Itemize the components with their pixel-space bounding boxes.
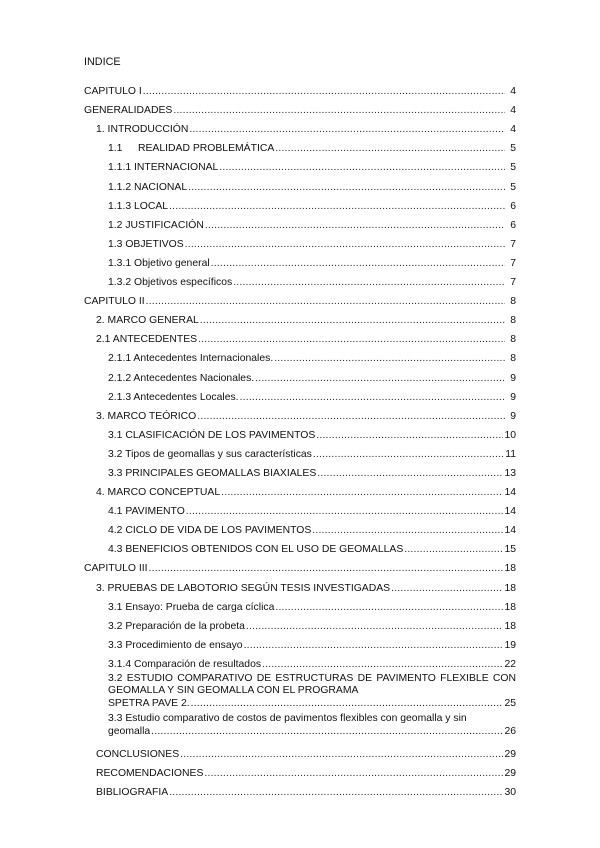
- dot-leader: [186, 506, 504, 517]
- toc-entry-page: 14: [504, 506, 516, 518]
- toc-entry[interactable]: [84, 760, 516, 779]
- toc-entry[interactable]: [84, 613, 516, 632]
- toc-entry[interactable]: [84, 779, 516, 798]
- toc-entry[interactable]: [84, 307, 516, 326]
- toc-entry-label: 3.3 Procedimiento de ensayo: [108, 639, 243, 651]
- toc-entry[interactable]: [84, 651, 516, 670]
- toc-main-list: [84, 78, 516, 670]
- dot-leader: [262, 659, 503, 670]
- toc-entry-label: 2. MARCO GENERAL: [96, 315, 199, 327]
- toc-entry-page: 18: [504, 601, 516, 613]
- toc-entry-page: 26: [504, 725, 516, 737]
- toc-entry-label-end: geomalla: [108, 725, 151, 737]
- toc-entry-label: 2.1.3 Antecedentes Locales.: [108, 391, 239, 403]
- dot-leader: [316, 430, 503, 441]
- toc-entry-page: 15: [504, 544, 516, 556]
- toc-entry[interactable]: [84, 78, 516, 97]
- toc-entry-page: 25: [504, 697, 516, 709]
- dot-leader: [244, 640, 504, 651]
- toc-entry-page: 8: [510, 296, 516, 308]
- toc-entry-label: 1. INTRODUCCIÓN: [96, 124, 189, 136]
- toc-entry-page: 7: [510, 277, 516, 289]
- toc-entry-page: 5: [510, 143, 516, 155]
- toc-entry-page: 6: [510, 200, 516, 212]
- toc-entry-page: 29: [504, 768, 516, 780]
- toc-entry-label: 3.1 Ensayo: Prueba de carga cíclica: [108, 601, 275, 613]
- toc-entry[interactable]: [84, 632, 516, 651]
- dot-leader: [233, 277, 505, 288]
- dot-leader: [312, 525, 503, 536]
- toc-entry[interactable]: [84, 231, 516, 250]
- toc-entry-label: 2.1.1 Antecedentes Internacionales.: [108, 353, 274, 365]
- toc-entry-page: 7: [510, 238, 516, 250]
- toc-entry-label: BIBLIOGRAFIA: [96, 787, 169, 799]
- toc-entry[interactable]: [84, 345, 516, 364]
- toc-entry-page: 10: [504, 429, 516, 441]
- toc-entry-label: 3.1 CLASIFICACIÓN DE LOS PAVIMENTOS: [108, 429, 316, 441]
- toc-entry[interactable]: [84, 741, 516, 760]
- toc-entry[interactable]: [84, 403, 516, 422]
- toc-entry-label: 4.2 CICLO DE VIDA DE LOS PAVIMENTOS: [108, 525, 312, 537]
- toc-entry-label: 4. MARCO CONCEPTUAL: [96, 487, 221, 499]
- toc-entry[interactable]: [84, 154, 516, 173]
- toc-entry-label: 3.3 PRINCIPALES GEOMALLAS BIAXIALES: [108, 467, 317, 479]
- toc-entry[interactable]: [84, 212, 516, 231]
- dot-leader: [211, 258, 505, 269]
- dot-leader: [169, 201, 505, 212]
- dot-leader: [197, 411, 505, 422]
- dot-leader: [198, 334, 505, 345]
- dot-leader: [255, 373, 505, 384]
- toc-entry[interactable]: [84, 384, 516, 403]
- toc-entry[interactable]: [84, 250, 516, 269]
- toc-entry-label: 1.3.2 Objetivos específicos: [108, 277, 233, 289]
- toc-entry-label: CAPITULO III: [84, 563, 148, 575]
- toc-entry[interactable]: [84, 479, 516, 498]
- toc-entry-page: 22: [504, 658, 516, 670]
- toc-entry-page: 4: [510, 105, 516, 117]
- toc-entry-label: 3.2 ESTUDIO COMPARATIVO DE ESTRUCTURAS DE PAVIMENTO FLEXIBLE CON GEOMALLA Y SIN GEOMALLA CON EL PROGRAMA: [108, 672, 516, 697]
- toc-entry[interactable]: [84, 517, 516, 536]
- dot-leader: [146, 296, 505, 307]
- toc-entry-page: 5: [510, 181, 516, 193]
- toc-entry-label: 2.1 ANTECEDENTES: [96, 334, 198, 346]
- toc-entry-page: 9: [510, 410, 516, 422]
- toc-entry-label: 3.1.4 Comparación de resultados: [108, 658, 262, 670]
- toc-entry-page: 5: [510, 162, 516, 174]
- dot-leader: [151, 726, 503, 738]
- toc-entry-page: 8: [510, 334, 516, 346]
- toc-entry-label: 2.1.2 Antecedentes Nacionales.: [108, 372, 255, 384]
- dot-leader: [189, 124, 505, 135]
- toc-entry-page: 6: [510, 219, 516, 231]
- toc-entry[interactable]: [84, 269, 516, 288]
- toc-entry[interactable]: [84, 460, 516, 479]
- toc-entry-label: 1.2 JUSTIFICACIÓN: [108, 219, 204, 231]
- dot-leader: [200, 315, 505, 326]
- toc-entry-page: 29: [504, 749, 516, 761]
- table-of-contents: [84, 78, 516, 798]
- dot-leader: [188, 182, 505, 193]
- toc-entry[interactable]: [84, 135, 516, 154]
- toc-entry-page: 7: [510, 257, 516, 269]
- toc-entry-page: 30: [504, 787, 516, 799]
- dot-leader: [275, 143, 505, 154]
- toc-entry-page: 14: [504, 487, 516, 499]
- dot-leader: [205, 220, 505, 231]
- toc-entry-label: 1.1.3 LOCAL: [108, 200, 169, 212]
- toc-entry-text: REALIDAD PROBLEMÁTICA: [138, 143, 275, 155]
- toc-entry-page: 13: [504, 467, 516, 479]
- toc-entry-label-end: SPETRA PAVE 2.: [108, 697, 190, 709]
- toc-entry-label: 3. PRUEBAS DE LABOTORIO SEGÚN TESIS INVESTIGADAS: [96, 582, 391, 594]
- dot-leader: [143, 86, 505, 97]
- toc-tail-list: [84, 741, 516, 798]
- toc-entry-page: 19: [504, 639, 516, 651]
- dot-leader: [169, 787, 503, 798]
- dot-leader: [317, 468, 503, 479]
- toc-entry[interactable]: [84, 536, 516, 555]
- toc-entry[interactable]: [84, 364, 516, 383]
- dot-leader: [391, 583, 503, 594]
- toc-entry-page: 14: [504, 525, 516, 537]
- dot-leader: [275, 602, 503, 613]
- toc-entry[interactable]: [84, 422, 516, 441]
- toc-entry[interactable]: [84, 97, 516, 116]
- dot-leader: [240, 392, 505, 403]
- toc-entry-label: RECOMENDACIONES: [96, 768, 204, 780]
- toc-entry-label: [108, 143, 274, 154]
- toc-entry[interactable]: [84, 594, 516, 613]
- dot-leader: [219, 162, 505, 173]
- toc-entry-label: CAPITULO I: [84, 86, 142, 98]
- toc-entry[interactable]: [84, 555, 516, 574]
- toc-entry-label: 3.2 Preparación de la probeta: [108, 620, 245, 632]
- toc-entry-multiline[interactable]: [84, 713, 516, 738]
- toc-entry[interactable]: [84, 326, 516, 345]
- toc-entry[interactable]: [84, 574, 516, 593]
- toc-entry-label: 4.1 PAVIMENTO: [108, 506, 185, 518]
- page-title: INDICE: [84, 56, 121, 68]
- toc-entry[interactable]: [84, 173, 516, 192]
- toc-entry-label: 3.2 Tipos de geomallas y sus características: [108, 448, 312, 460]
- dot-leader: [185, 239, 505, 250]
- toc-entry[interactable]: [84, 193, 516, 212]
- toc-entry-page: 18: [504, 563, 516, 575]
- dot-leader: [191, 698, 504, 710]
- toc-entry-page: 11: [505, 448, 516, 460]
- toc-entry-label: CAPITULO II: [84, 296, 145, 308]
- toc-entry-multiline[interactable]: [84, 673, 516, 710]
- toc-entry-page: 8: [510, 353, 516, 365]
- dot-leader: [173, 105, 505, 116]
- toc-entry-label: 3. MARCO TEÓRICO: [96, 410, 197, 422]
- toc-entry[interactable]: [84, 288, 516, 307]
- toc-entry[interactable]: [84, 441, 516, 460]
- dot-leader: [274, 353, 505, 364]
- toc-entry-page: 4: [510, 124, 516, 136]
- dot-leader: [313, 449, 504, 460]
- toc-entry-label: GENERALIDADES: [84, 105, 173, 117]
- toc-entry-page: 8: [510, 315, 516, 327]
- toc-entry-label: CONCLUSIONES: [96, 749, 180, 761]
- toc-entry-label: 1.1.2 NACIONAL: [108, 181, 188, 193]
- toc-entry[interactable]: [84, 498, 516, 517]
- dot-leader: [204, 768, 503, 779]
- toc-entry-page: 18: [504, 582, 516, 594]
- toc-entry-number: 1.1: [108, 143, 123, 155]
- dot-leader: [404, 544, 503, 555]
- dot-leader: [180, 749, 503, 760]
- dot-leader: [149, 563, 504, 574]
- toc-entry-page: 9: [510, 391, 516, 403]
- toc-entry-label: 1.1.1 INTERNACIONAL: [108, 162, 219, 174]
- toc-entry-label: 4.3 BENEFICIOS OBTENIDOS CON EL USO DE GEOMALLAS: [108, 544, 404, 556]
- toc-entry-label: 1.3.1 Objetivo general: [108, 257, 210, 269]
- toc-entry[interactable]: [84, 116, 516, 135]
- toc-entry-page: 18: [504, 620, 516, 632]
- toc-entry-page: 9: [510, 372, 516, 384]
- toc-entry-label: 3.3 Estudio comparativo de costos de pavimentos flexibles con geomalla y sin: [108, 713, 467, 725]
- dot-leader: [221, 487, 503, 498]
- toc-entry-page: 4: [510, 86, 516, 98]
- dot-leader: [246, 621, 504, 632]
- toc-entry-label: 1.3 OBJETIVOS: [108, 238, 184, 250]
